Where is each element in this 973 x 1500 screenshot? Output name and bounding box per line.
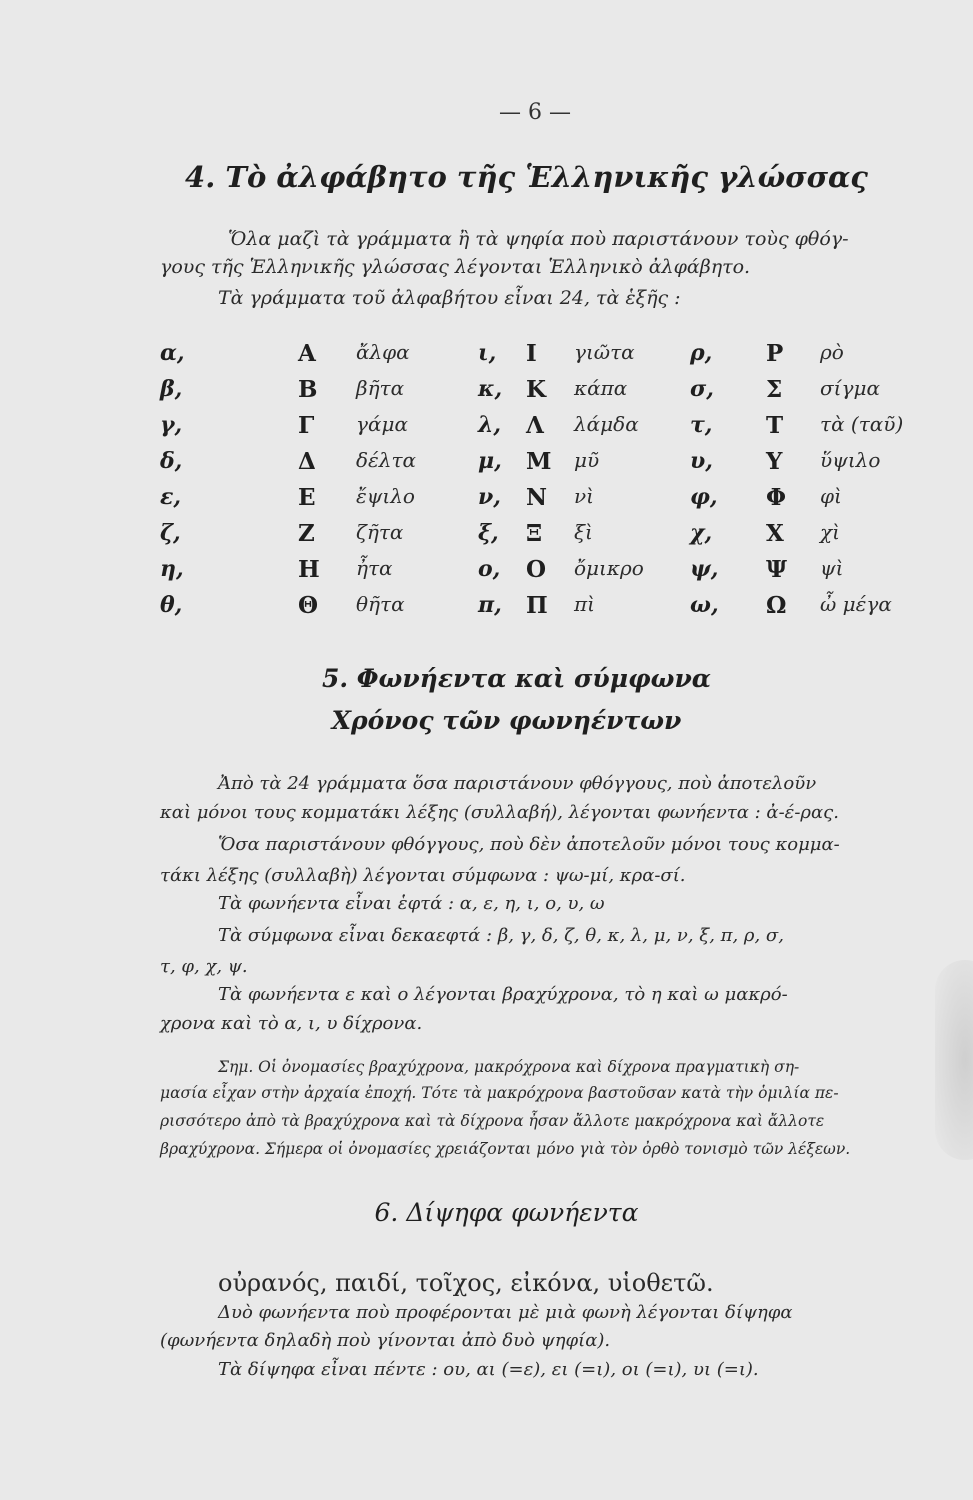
letter-name: κάπα — [574, 376, 628, 400]
letter-name: γάμα — [356, 412, 408, 436]
lowercase-letter: η, — [160, 556, 184, 582]
lowercase-letter: ψ, — [690, 556, 719, 582]
uppercase-letter: Υ — [766, 448, 783, 475]
uppercase-letter: Ε — [298, 484, 316, 511]
letter-name: μῦ — [574, 448, 600, 472]
section-5-heading: 5. Φωνήεντα καὶ σύμφωνα — [321, 664, 712, 693]
alphabet-row — [160, 520, 940, 556]
letter-name: θῆτα — [356, 592, 405, 616]
page-number: — 6 — — [499, 100, 571, 125]
letter-name: ξὶ — [574, 520, 593, 544]
uppercase-letter: Σ — [766, 376, 783, 403]
section-5-subheading: Χρόνος τῶν φωνηέντων — [331, 706, 682, 735]
text-line: Τὰ φωνήεντα ε καὶ ο λέγονται βραχύχρονα, τὸ η καὶ ω μακρό- — [218, 984, 788, 1005]
lowercase-letter: ο, — [478, 556, 501, 582]
uppercase-letter: Ο — [526, 556, 547, 583]
uppercase-letter: Ν — [526, 484, 548, 511]
text-line: Τὰ σύμφωνα εἶναι δεκαεφτά : β, γ, δ, ζ, θ, κ, λ, μ, ν, ξ, π, ρ, σ, — [218, 925, 784, 946]
text-line: Τὰ γράμματα τοῦ ἀλφαβήτου εἶναι 24, τὰ ἑξῆς : — [218, 287, 681, 309]
lowercase-letter: ν, — [478, 484, 501, 510]
letter-name: ἔψιλο — [356, 484, 415, 508]
letter-name: ἄλφα — [356, 340, 410, 364]
alphabet-row — [160, 376, 940, 412]
letter-name: ζῆτα — [356, 520, 404, 544]
uppercase-letter: Ψ — [766, 556, 788, 583]
letter-name: τὰ (ταῦ) — [820, 412, 904, 436]
text-line: (φωνήεντα δηλαδὴ ποὺ γίνονται ἀπὸ δυὸ ψηφία). — [160, 1330, 611, 1351]
lowercase-letter: θ, — [160, 592, 183, 618]
note-line: μασία εἶχαν στὴν ἀρχαία ἐποχή. Τότε τὰ μακρόχρονα βαστοῦσαν κατὰ τὴν ὁμιλία πε- — [160, 1084, 839, 1102]
lowercase-letter: φ, — [690, 484, 718, 510]
letter-name: βῆτα — [356, 376, 405, 400]
section-6-heading: 6. Δίψηφα φωνήεντα — [374, 1198, 639, 1227]
examples-line: οὐρανός, παιδί, τοῖχος, εἰκόνα, υἱοθετῶ. — [218, 1269, 714, 1297]
text-line: γους τῆς Ἑλληνικῆς γλώσσας λέγονται Ἑλληνικὸ ἀλφάβητο. — [160, 256, 751, 278]
letter-name: πὶ — [574, 592, 595, 616]
alphabet-row — [160, 484, 940, 520]
lowercase-letter: ξ, — [478, 520, 499, 546]
uppercase-letter: Κ — [526, 376, 546, 403]
lowercase-letter: π, — [478, 592, 502, 618]
uppercase-letter: Τ — [766, 412, 784, 439]
uppercase-letter: Ρ — [766, 340, 784, 367]
text-line: Δυὸ φωνήεντα ποὺ προφέρονται μὲ μιὰ φωνὴ λέγονται δίψηφα — [218, 1302, 793, 1323]
letter-name: ψὶ — [820, 556, 844, 580]
letter-name: νὶ — [574, 484, 594, 508]
note-line: Σημ. Οἱ ὀνομασίες βραχύχρονα, μακρόχρονα καὶ δίχρονα πραγματικὴ ση- — [218, 1058, 800, 1076]
lowercase-letter: ρ, — [690, 340, 713, 366]
uppercase-letter: Π — [526, 592, 548, 619]
text-line: Τὰ δίψηφα εἶναι πέντε : ου, αι (=ε), ει (=ι), οι (=ι), υι (=ι). — [218, 1359, 759, 1380]
uppercase-letter: Λ — [526, 412, 544, 439]
uppercase-letter: Φ — [766, 484, 787, 511]
letter-name: λάμδα — [574, 412, 639, 436]
alphabet-row — [160, 556, 940, 592]
text-line: τάκι λέξης (συλλαβὴ) λέγονται σύμφωνα : ψω-μί, κρα-σί. — [160, 865, 686, 886]
lowercase-letter: σ, — [690, 376, 714, 402]
text-line: καὶ μόνοι τους κομματάκι λέξης (συλλαβή), λέγονται φωνήεντα : ἀ-έ-ρας. — [160, 802, 839, 823]
lowercase-letter: δ, — [160, 448, 183, 474]
lowercase-letter: ω, — [690, 592, 719, 618]
text-line: Ὅλα μαζὶ τὰ γράμματα ἢ τὰ ψηφία ποὺ παριστάνουν τοὺς φθόγ- — [228, 228, 849, 250]
alphabet-table — [160, 340, 940, 640]
letter-name: ὦ μέγα — [820, 592, 892, 616]
letter-name: ὄμικρο — [574, 556, 644, 580]
uppercase-letter: Ζ — [298, 520, 315, 547]
lowercase-letter: γ, — [160, 412, 183, 438]
text-line: τ, φ, χ, ψ. — [160, 956, 248, 977]
text-line: χρονα καὶ τὸ α, ι, υ δίχρονα. — [160, 1013, 423, 1034]
note-line: βραχύχρονα. Σήμερα οἱ ὀνομασίες χρειάζονται μόνο γιὰ τὸν ὀρθὸ τονισμὸ τῶν λέξεων. — [160, 1140, 851, 1158]
lowercase-letter: τ, — [690, 412, 713, 438]
letter-name: χὶ — [820, 520, 840, 544]
lowercase-letter: λ, — [478, 412, 502, 438]
letter-name: δέλτα — [356, 448, 417, 472]
letter-name: ὕψιλο — [820, 448, 881, 472]
lowercase-letter: ι, — [478, 340, 497, 366]
note-line: ρισσότερο ἀπὸ τὰ βραχύχρονα καὶ τὰ δίχρονα ἦσαν ἄλλοτε μακρόχρονα καὶ ἄλλοτε — [160, 1112, 825, 1130]
lowercase-letter: ζ, — [160, 520, 181, 546]
uppercase-letter: Θ — [298, 592, 319, 619]
lowercase-letter: κ, — [478, 376, 503, 402]
section-4-heading: 4. Τὸ ἀλφάβητο τῆς Ἑλληνικῆς γλώσσας — [185, 160, 868, 194]
uppercase-letter: Γ — [298, 412, 315, 439]
lowercase-letter: χ, — [690, 520, 713, 546]
alphabet-row — [160, 340, 940, 376]
uppercase-letter: Ι — [526, 340, 537, 367]
lowercase-letter: υ, — [690, 448, 713, 474]
uppercase-letter: Ξ — [526, 520, 543, 547]
uppercase-letter: Μ — [526, 448, 552, 475]
letter-name: σίγμα — [820, 376, 880, 400]
uppercase-letter: Ω — [766, 592, 787, 619]
letter-name: φὶ — [820, 484, 842, 508]
lowercase-letter: α, — [160, 340, 185, 366]
text-line: Ἀπὸ τὰ 24 γράμματα ὅσα παριστάνουν φθόγγους, ποὺ ἀποτελοῦν — [218, 773, 817, 794]
uppercase-letter: Η — [298, 556, 320, 583]
lowercase-letter: μ, — [478, 448, 502, 474]
letter-name: ρὸ — [820, 340, 844, 364]
uppercase-letter: Β — [298, 376, 318, 403]
text-line: Τὰ φωνήεντα εἶναι ἑφτά : α, ε, η, ι, ο, υ, ω — [218, 893, 605, 914]
lowercase-letter: β, — [160, 376, 183, 402]
letter-name: ἦτα — [356, 556, 393, 580]
uppercase-letter: Α — [298, 340, 316, 367]
letter-name: γιῶτα — [574, 340, 635, 364]
uppercase-letter: Δ — [298, 448, 316, 475]
lowercase-letter: ε, — [160, 484, 182, 510]
paper-stain — [935, 960, 973, 1160]
uppercase-letter: Χ — [766, 520, 784, 547]
text-line: Ὅσα παριστάνουν φθόγγους, ποὺ δὲν ἀποτελοῦν μόνοι τους κομμα- — [218, 834, 840, 855]
alphabet-row — [160, 448, 940, 484]
alphabet-row — [160, 592, 940, 628]
alphabet-row — [160, 412, 940, 448]
